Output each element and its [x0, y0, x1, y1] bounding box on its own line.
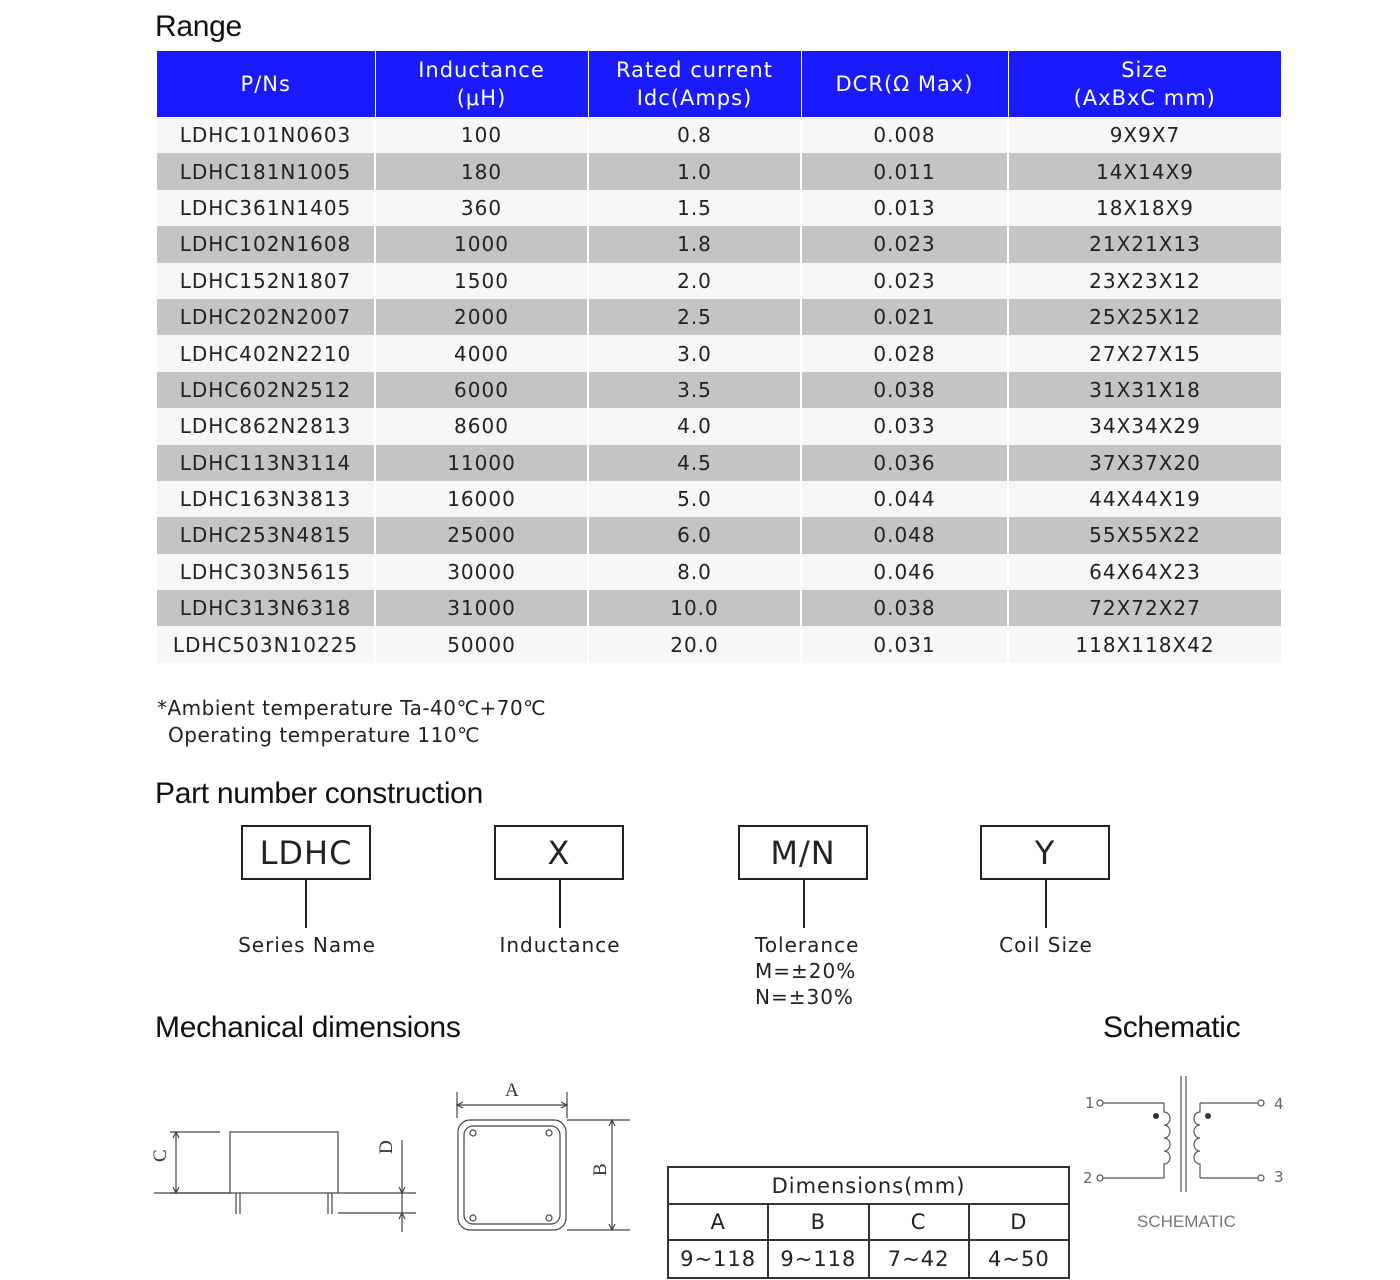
cell-pn: LDHC102N1608 — [157, 226, 375, 262]
part-box-coil-size: Y — [980, 825, 1110, 880]
cell-inductance: 50000 — [375, 626, 588, 662]
cell-inductance: 25000 — [375, 517, 588, 553]
dim-d-label: D — [376, 1140, 397, 1154]
cell-size: 31X31X18 — [1008, 372, 1281, 408]
cell-inductance: 31000 — [375, 590, 588, 626]
range-title: Range — [155, 10, 242, 43]
ambient-temperature: *Ambient temperature Ta-40℃+70℃ — [157, 696, 547, 720]
dimensions-table — [667, 1166, 1070, 1279]
connector-line-series — [305, 880, 307, 928]
cell-size: 55X55X22 — [1008, 517, 1281, 553]
operating-temperature: Operating temperature 110℃ — [168, 723, 481, 747]
cell-pn: LDHC163N3813 — [157, 481, 375, 517]
cell-inductance: 1000 — [375, 226, 588, 262]
cell-rated-current: 5.0 — [588, 481, 801, 517]
cell-pn: LDHC602N2512 — [157, 372, 375, 408]
dimension-header-d: D — [969, 1204, 1069, 1240]
tolerance-m: M=±20% — [755, 959, 857, 983]
cell-size: 9X9X7 — [1008, 117, 1281, 153]
cell-dcr: 0.021 — [801, 299, 1008, 335]
cell-inductance: 180 — [375, 153, 588, 189]
table-row — [157, 226, 1281, 262]
part-label-tolerance — [755, 932, 955, 1010]
header-dcr: DCR(Ω Max) — [801, 51, 1008, 117]
table-row — [157, 481, 1281, 517]
cell-inductance: 1500 — [375, 263, 588, 299]
cell-dcr: 0.023 — [801, 263, 1008, 299]
cell-pn: LDHC313N6318 — [157, 590, 375, 626]
range-header-row — [157, 51, 1281, 117]
cell-rated-current: 1.0 — [588, 153, 801, 189]
dimension-header-a: A — [668, 1204, 768, 1240]
dimension-value-a: 9~118 — [668, 1240, 768, 1278]
dimension-header-b: B — [768, 1204, 868, 1240]
cell-dcr: 0.038 — [801, 590, 1008, 626]
cell-rated-current: 1.5 — [588, 190, 801, 226]
cell-rated-current: 4.5 — [588, 445, 801, 481]
dimension-value-b: 9~118 — [768, 1240, 868, 1278]
cell-inductance: 16000 — [375, 481, 588, 517]
header-inductance: Inductance (μH) — [375, 51, 588, 117]
mechanical-title: Mechanical dimensions — [155, 1011, 461, 1044]
cell-dcr: 0.044 — [801, 481, 1008, 517]
header-pns: P/Ns — [157, 51, 375, 117]
table-row — [157, 517, 1281, 553]
connector-line-tolerance — [803, 880, 805, 928]
cell-inductance: 30000 — [375, 554, 588, 590]
cell-rated-current: 3.0 — [588, 335, 801, 371]
cell-dcr: 0.013 — [801, 190, 1008, 226]
cell-rated-current: 0.8 — [588, 117, 801, 153]
part-label-series: Series Name — [238, 933, 376, 957]
schematic-pin-1: 1 — [1085, 1094, 1095, 1112]
cell-rated-current: 2.5 — [588, 299, 801, 335]
cell-dcr: 0.028 — [801, 335, 1008, 371]
side-view-drawing — [140, 1120, 430, 1240]
cell-inductance: 11000 — [375, 445, 588, 481]
cell-pn: LDHC113N3114 — [157, 445, 375, 481]
cell-rated-current: 8.0 — [588, 554, 801, 590]
range-table — [157, 51, 1281, 663]
table-row — [157, 299, 1281, 335]
part-number-title: Part number construction — [155, 777, 483, 810]
cell-dcr: 0.033 — [801, 408, 1008, 444]
cell-rated-current: 1.8 — [588, 226, 801, 262]
cell-pn: LDHC253N4815 — [157, 517, 375, 553]
cell-pn: LDHC152N1807 — [157, 263, 375, 299]
cell-pn: LDHC303N5615 — [157, 554, 375, 590]
table-row — [157, 408, 1281, 444]
part-label-coil-size: Coil Size — [999, 933, 1093, 957]
dim-a-label: A — [505, 1080, 519, 1101]
cell-inductance: 100 — [375, 117, 588, 153]
schematic-drawing — [1080, 1070, 1295, 1240]
dim-c-label: C — [150, 1149, 171, 1162]
cell-rated-current: 4.0 — [588, 408, 801, 444]
table-row — [157, 372, 1281, 408]
schematic-caption: SCHEMATIC — [1137, 1212, 1236, 1231]
cell-rated-current: 10.0 — [588, 590, 801, 626]
cell-pn: LDHC402N2210 — [157, 335, 375, 371]
dim-b-label: B — [590, 1163, 611, 1176]
cell-dcr: 0.008 — [801, 117, 1008, 153]
schematic-pin-4: 4 — [1274, 1095, 1284, 1113]
cell-pn: LDHC181N1005 — [157, 153, 375, 189]
cell-rated-current: 6.0 — [588, 517, 801, 553]
cell-size: 14X14X9 — [1008, 153, 1281, 189]
header-rated-current: Rated current Idc(Amps) — [588, 51, 801, 117]
cell-inductance: 8600 — [375, 408, 588, 444]
dimension-header-c: C — [869, 1204, 969, 1240]
connector-line-coil-size — [1045, 880, 1047, 928]
cell-dcr: 0.011 — [801, 153, 1008, 189]
cell-size: 25X25X12 — [1008, 299, 1281, 335]
cell-pn: LDHC361N1405 — [157, 190, 375, 226]
header-size: Size (AxBxC mm) — [1008, 51, 1281, 117]
cell-dcr: 0.036 — [801, 445, 1008, 481]
cell-size: 27X27X15 — [1008, 335, 1281, 371]
cell-pn: LDHC202N2007 — [157, 299, 375, 335]
cell-rated-current: 20.0 — [588, 626, 801, 662]
cell-inductance: 6000 — [375, 372, 588, 408]
cell-pn: LDHC101N0603 — [157, 117, 375, 153]
dimensions-caption: Dimensions(mm) — [668, 1167, 1069, 1204]
cell-size: 118X118X42 — [1008, 626, 1281, 662]
range-table-body — [157, 117, 1281, 663]
part-box-series: LDHC — [241, 825, 371, 880]
table-row — [157, 190, 1281, 226]
schematic-pin-3: 3 — [1274, 1168, 1284, 1186]
cell-dcr: 0.038 — [801, 372, 1008, 408]
cell-dcr: 0.031 — [801, 626, 1008, 662]
cell-rated-current: 3.5 — [588, 372, 801, 408]
cell-dcr: 0.048 — [801, 517, 1008, 553]
connector-line-inductance — [559, 880, 561, 928]
cell-size: 72X72X27 — [1008, 590, 1281, 626]
table-row — [157, 590, 1281, 626]
table-row — [157, 335, 1281, 371]
dimension-value-c: 7~42 — [869, 1240, 969, 1278]
table-row — [157, 117, 1281, 153]
cell-size: 23X23X12 — [1008, 263, 1281, 299]
top-view-drawing — [450, 1070, 640, 1240]
tolerance-n: N=±30% — [755, 985, 854, 1009]
table-row — [157, 445, 1281, 481]
temperature-note — [157, 695, 546, 749]
cell-pn: LDHC503N10225 — [157, 626, 375, 662]
cell-inductance: 2000 — [375, 299, 588, 335]
cell-size: 64X64X23 — [1008, 554, 1281, 590]
cell-inductance: 360 — [375, 190, 588, 226]
part-box-tolerance: M/N — [738, 825, 868, 880]
schematic-title: Schematic — [1103, 1011, 1241, 1044]
tolerance-label: Tolerance — [755, 933, 860, 957]
table-row — [157, 554, 1281, 590]
cell-size: 44X44X19 — [1008, 481, 1281, 517]
cell-size: 34X34X29 — [1008, 408, 1281, 444]
cell-dcr: 0.046 — [801, 554, 1008, 590]
part-label-inductance: Inductance — [499, 933, 621, 957]
table-row — [157, 263, 1281, 299]
dimension-value-d: 4~50 — [969, 1240, 1069, 1278]
cell-rated-current: 2.0 — [588, 263, 801, 299]
cell-dcr: 0.023 — [801, 226, 1008, 262]
cell-inductance: 4000 — [375, 335, 588, 371]
cell-pn: LDHC862N2813 — [157, 408, 375, 444]
table-row — [157, 626, 1281, 662]
cell-size: 21X21X13 — [1008, 226, 1281, 262]
cell-size: 37X37X20 — [1008, 445, 1281, 481]
part-box-inductance: X — [494, 825, 624, 880]
schematic-pin-2: 2 — [1083, 1169, 1093, 1187]
table-row — [157, 153, 1281, 189]
cell-size: 18X18X9 — [1008, 190, 1281, 226]
